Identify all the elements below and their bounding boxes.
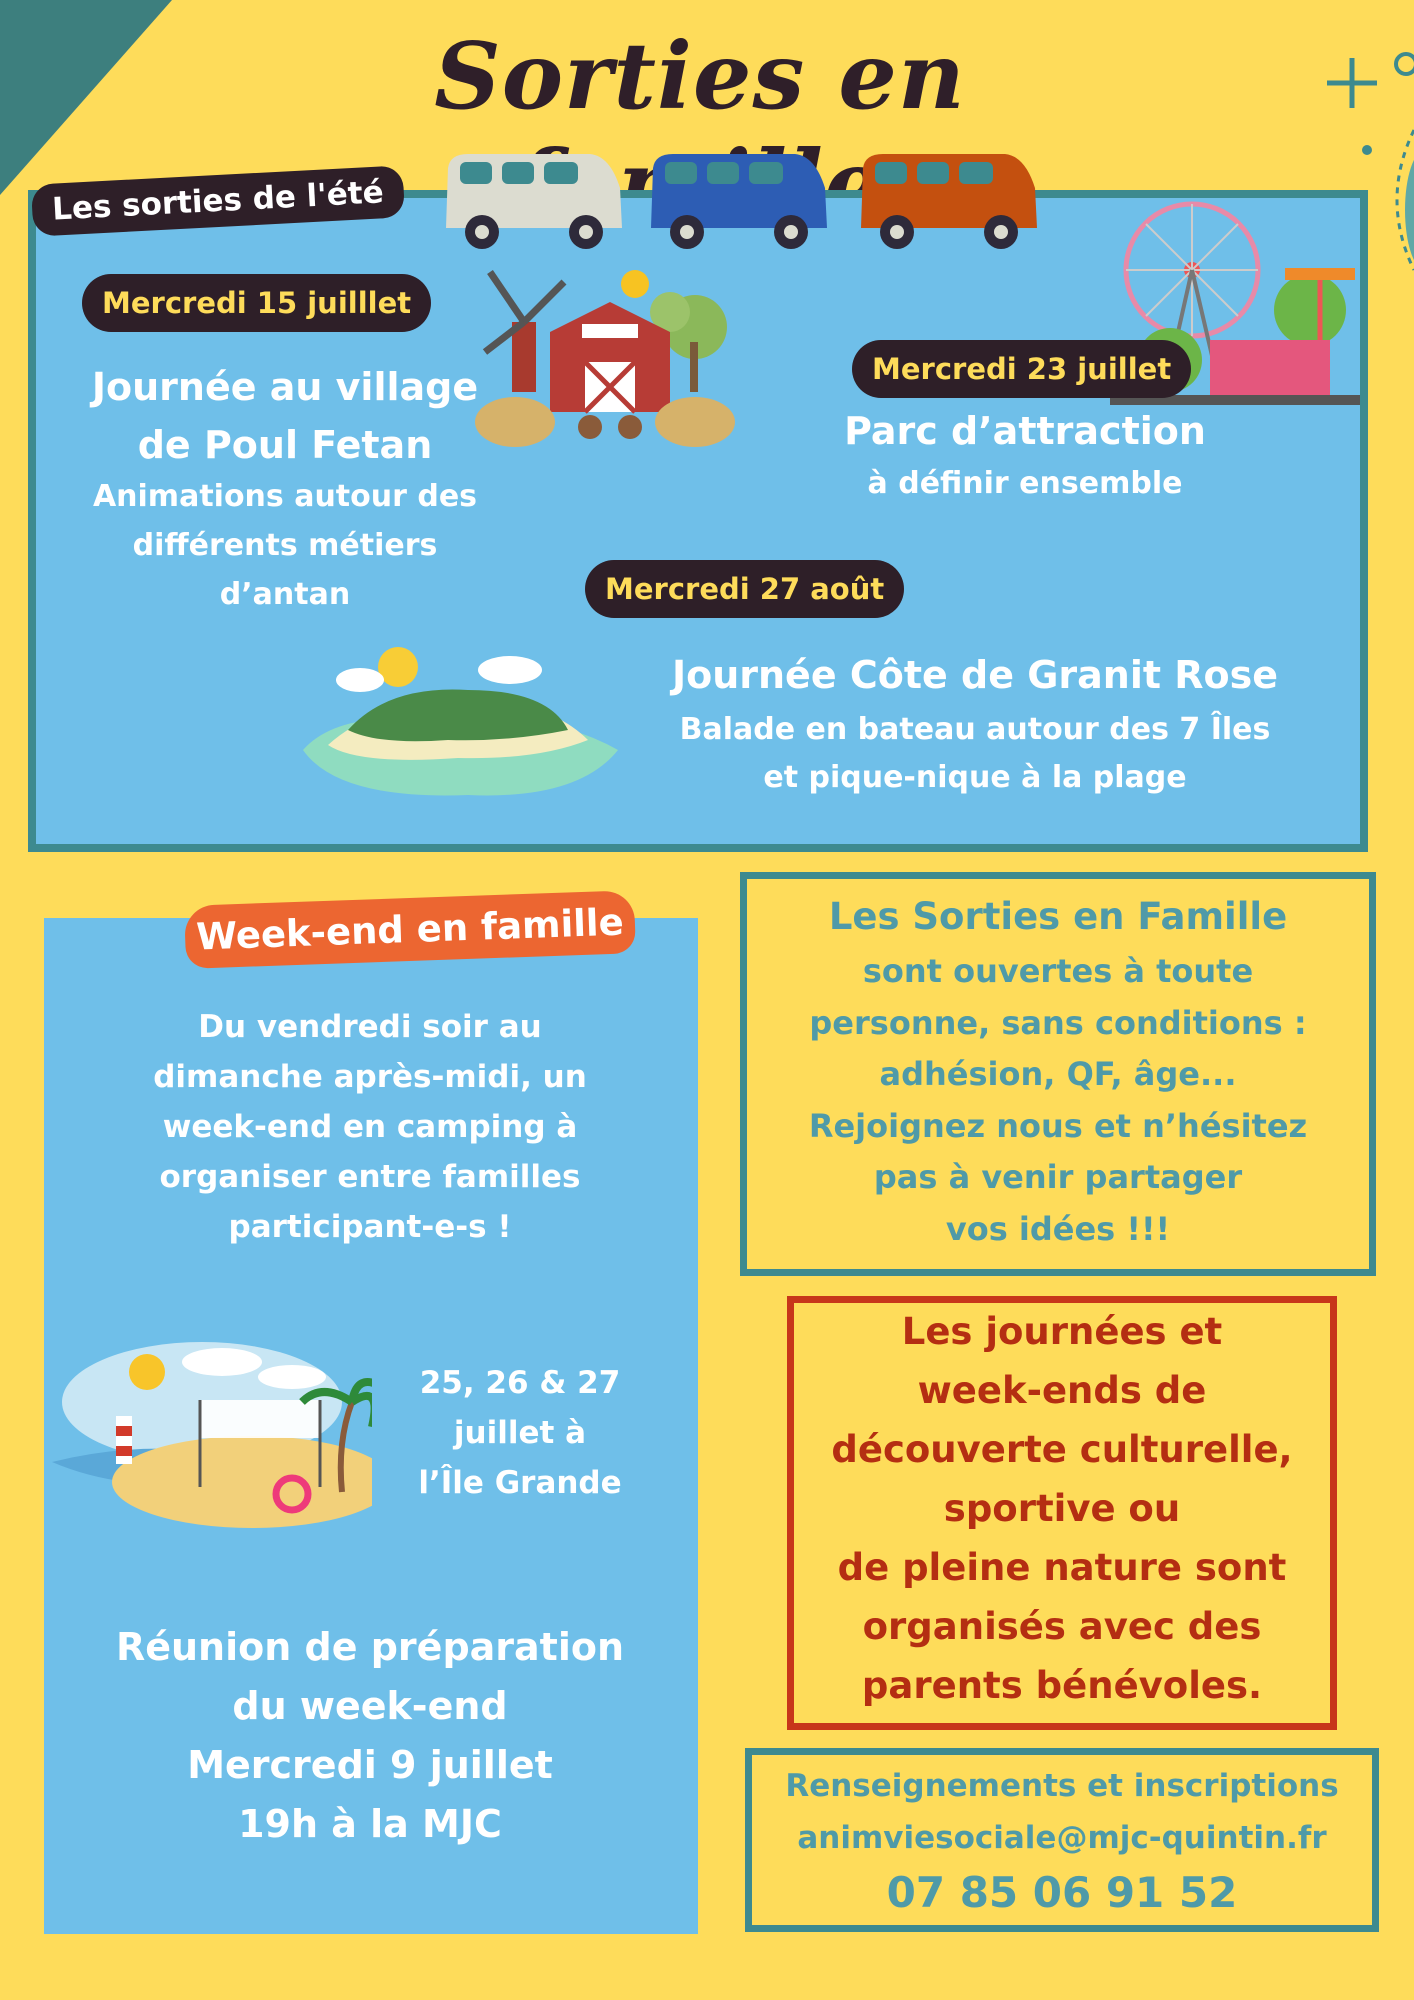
event2-title: Parc d’attraction bbox=[844, 409, 1206, 453]
volunteers-line: organisés avec des bbox=[862, 1605, 1262, 1648]
event2-description: à définir ensemble bbox=[867, 466, 1183, 501]
info-text bbox=[750, 946, 1366, 1255]
info-line: sont ouvertes à toute bbox=[862, 952, 1254, 990]
weekend-dates-line: 25, 26 & 27 bbox=[419, 1365, 621, 1401]
weekend-meeting-line: Réunion de préparation bbox=[115, 1625, 625, 1669]
volunteers-line: Les journées et bbox=[901, 1310, 1223, 1353]
event3-desc-line: Balade en bateau autour des 7 Îles bbox=[679, 712, 1271, 747]
corner-decoration bbox=[0, 0, 180, 200]
van-white-icon bbox=[446, 154, 622, 249]
event1-title-line: Journée au village bbox=[91, 365, 479, 409]
event2-date: Mercredi 23 juillet bbox=[852, 340, 1191, 398]
info-line: personne, sans conditions : bbox=[809, 1003, 1307, 1042]
event1-desc-line: différents métiers bbox=[132, 528, 438, 563]
contact-label: Renseignements et inscriptions bbox=[785, 1768, 1339, 1804]
event3-title: Journée Côte de Granit Rose bbox=[671, 653, 1279, 697]
weekend-dates bbox=[390, 1358, 650, 1508]
info-line: Rejoignez nous et n’hésitez bbox=[808, 1106, 1308, 1145]
lighthouse-icon bbox=[116, 1416, 132, 1464]
contact-phone[interactable]: 07 85 06 91 52 bbox=[886, 1868, 1238, 1917]
event3-desc-line: et pique-nique à la plage bbox=[763, 760, 1187, 795]
event3-description bbox=[640, 706, 1310, 802]
summer-tag: Les sorties de l'été bbox=[31, 165, 405, 236]
weekend-meeting bbox=[60, 1618, 680, 1854]
weekend-description bbox=[60, 1002, 680, 1252]
volunteers-line: week-ends de bbox=[917, 1369, 1207, 1412]
volunteers-line: de pleine nature sont bbox=[837, 1546, 1287, 1589]
weekend-meeting-line: du week-end bbox=[232, 1684, 508, 1728]
island-illustration bbox=[298, 640, 628, 810]
weekend-dates-line: juillet à bbox=[453, 1415, 587, 1451]
page-title: Sorties en bbox=[434, 22, 966, 130]
event1-date: Mercredi 15 juilllet bbox=[82, 274, 431, 332]
event1-title-line: de Poul Fetan bbox=[137, 423, 433, 467]
event3-date: Mercredi 27 août bbox=[585, 560, 904, 618]
weekend-meeting-line: Mercredi 9 juillet bbox=[187, 1743, 553, 1787]
contact-email[interactable]: animviesociale@mjc-quintin.fr bbox=[797, 1820, 1327, 1856]
weekend-desc-line: dimanche après-midi, un bbox=[153, 1059, 587, 1095]
van-orange-icon bbox=[861, 154, 1037, 249]
farm-illustration bbox=[470, 262, 740, 452]
event1-description bbox=[60, 472, 510, 619]
vans-illustration bbox=[440, 148, 1040, 258]
event1-desc-line: Animations autour des bbox=[92, 479, 478, 514]
weekend-desc-line: organiser entre familles bbox=[159, 1159, 581, 1195]
weekend-desc-line: participant-e-s ! bbox=[228, 1209, 512, 1245]
beach-illustration bbox=[52, 1332, 372, 1532]
event1-title bbox=[60, 358, 510, 474]
volunteers-line: découverte culturelle, bbox=[831, 1428, 1293, 1471]
info-line: vos idées !!! bbox=[945, 1209, 1171, 1248]
volunteers-text bbox=[795, 1302, 1329, 1715]
event1-desc-line: d’antan bbox=[219, 577, 351, 612]
weekend-desc-line: week-end en camping à bbox=[162, 1109, 578, 1145]
weekend-dates-line: l’Île Grande bbox=[418, 1465, 622, 1501]
weekend-tag: Week-end en famille bbox=[184, 890, 636, 969]
info-title: Les Sorties en Famille bbox=[828, 895, 1288, 938]
volunteers-line: parents bénévoles. bbox=[861, 1664, 1263, 1707]
volunteers-line: sportive ou bbox=[943, 1487, 1181, 1530]
weekend-desc-line: Du vendredi soir au bbox=[198, 1009, 542, 1045]
van-blue-icon bbox=[651, 154, 827, 249]
info-line: adhésion, QF, âge... bbox=[879, 1055, 1237, 1093]
info-line: pas à venir partager bbox=[873, 1158, 1243, 1196]
weekend-meeting-line: 19h à la MJC bbox=[238, 1802, 502, 1846]
